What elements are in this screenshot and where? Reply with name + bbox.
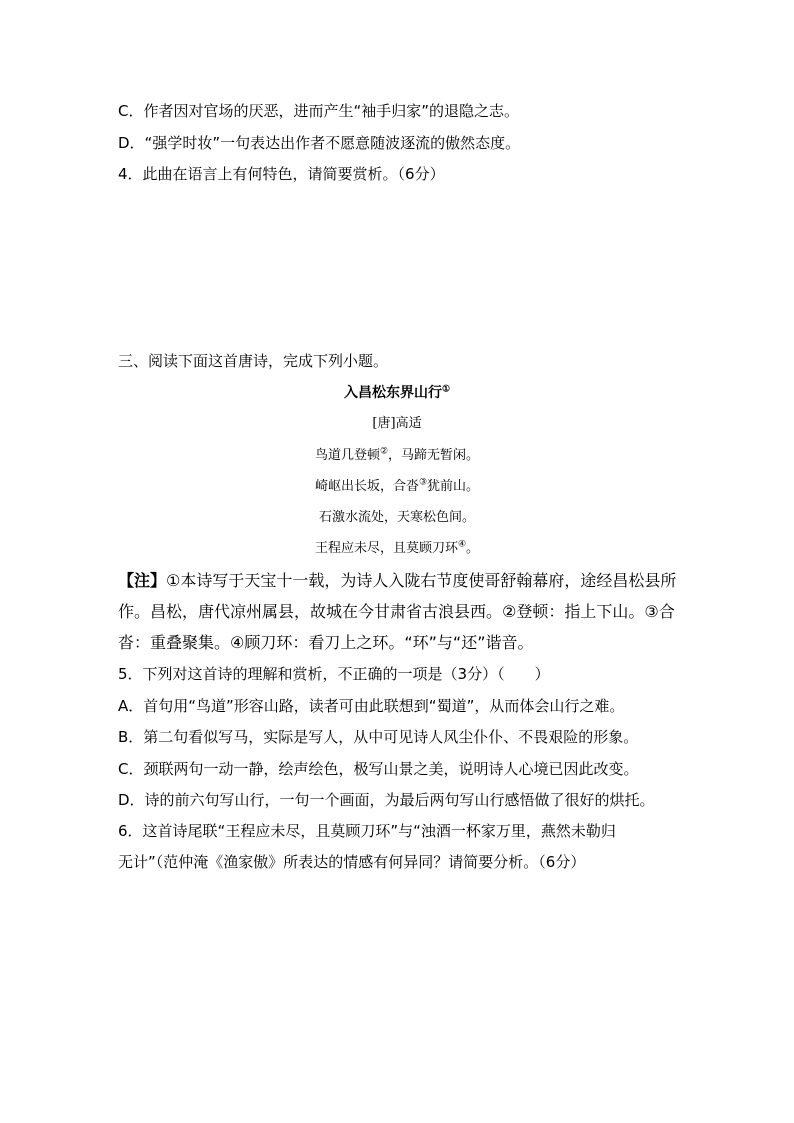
question-6-line-1: 6．这首诗尾联“王程应未尽，且莫顾刀环”与“浊酒一杯家万里，燕然未勒归 [118, 822, 616, 840]
poem-author: [唐]高适 [372, 416, 422, 431]
question-4: 4．此曲在语言上有何特色，请简要赏析。（6分） [118, 165, 445, 183]
question-5-stem: 5．下列对这首诗的理解和赏析，不正确的一项是（3分）（ ） [118, 665, 550, 683]
poem-line-4-footnote: ④ [457, 539, 467, 550]
poem-line-2-rest: 犹前山。 [427, 479, 480, 494]
poem-line-3-text: 石激水流处，天寒松色间。 [318, 510, 475, 525]
poem-title [0, 383, 794, 403]
q5-option-b: B．第二句看似写马，实际是写人，从中可见诗人风尘仆仆、不畏艰险的形象。 [118, 728, 639, 746]
poem-line-2 [0, 477, 794, 497]
poem-line-2-footnote: ③ [418, 477, 428, 488]
notes-line-1 [118, 571, 676, 591]
q3-option-c: C．作者因对官场的厌恶，进而产生“袖手归家”的退隐之志。 [118, 102, 520, 120]
poem-line-3 [0, 508, 794, 528]
q3-option-d: D．“强学时妆”一句表达出作者不愿意随波逐流的傲然态度。 [118, 134, 521, 152]
q5-option-c: C．颈联两句一动一静，绘声绘色，极写山景之美，说明诗人心境已因此改变。 [118, 760, 639, 778]
poem-line-1-text: 鸟道几登顿 [314, 448, 380, 463]
poem-line-4-text: 王程应未尽，且莫顾刀环 [314, 541, 458, 556]
poem-title-footnote: ① [441, 384, 451, 395]
notes-label: 【注】 [118, 571, 167, 590]
poem-line-1-rest: ，马蹄无暂闲。 [388, 448, 480, 463]
poem-line-2-text: 崎岖出长坂，合沓 [314, 479, 419, 494]
section-3-heading: 三、阅读下面这首唐诗，完成下列小题。 [118, 352, 389, 370]
poem-line-4 [0, 539, 794, 559]
poem-line-4-rest: 。 [466, 541, 480, 556]
notes-line-3: 沓：重叠聚集。④顾刀环：看刀上之环。“环”与“还”谐音。 [118, 633, 534, 652]
question-6-line-2: 无计”（范仲淹《渔家傲》所表达的情感有何异同？请简要分析。（6分） [118, 853, 586, 871]
q5-option-a: A．首句用“鸟道”形容山路，读者可由此联想到“蜀道”，从而体会山行之难。 [118, 697, 625, 715]
notes-line-2: 作。昌松，唐代凉州属县，故城在今甘肃省古浪县西。②登顿：指上下山。③合 [118, 602, 675, 621]
poem-line-1 [0, 446, 794, 466]
poem-line-1-footnote: ② [379, 446, 389, 457]
poem-title-text: 入昌松东界山行 [343, 385, 442, 401]
notes-line-1-text: ①本诗写于天宝十一载，为诗人入陇右节度使哥舒翰幕府，途经昌松县所 [166, 571, 677, 590]
q5-option-d: D．诗的前六句写山行，一句一个画面，为最后两句写山行感悟做了很好的烘托。 [118, 791, 655, 809]
